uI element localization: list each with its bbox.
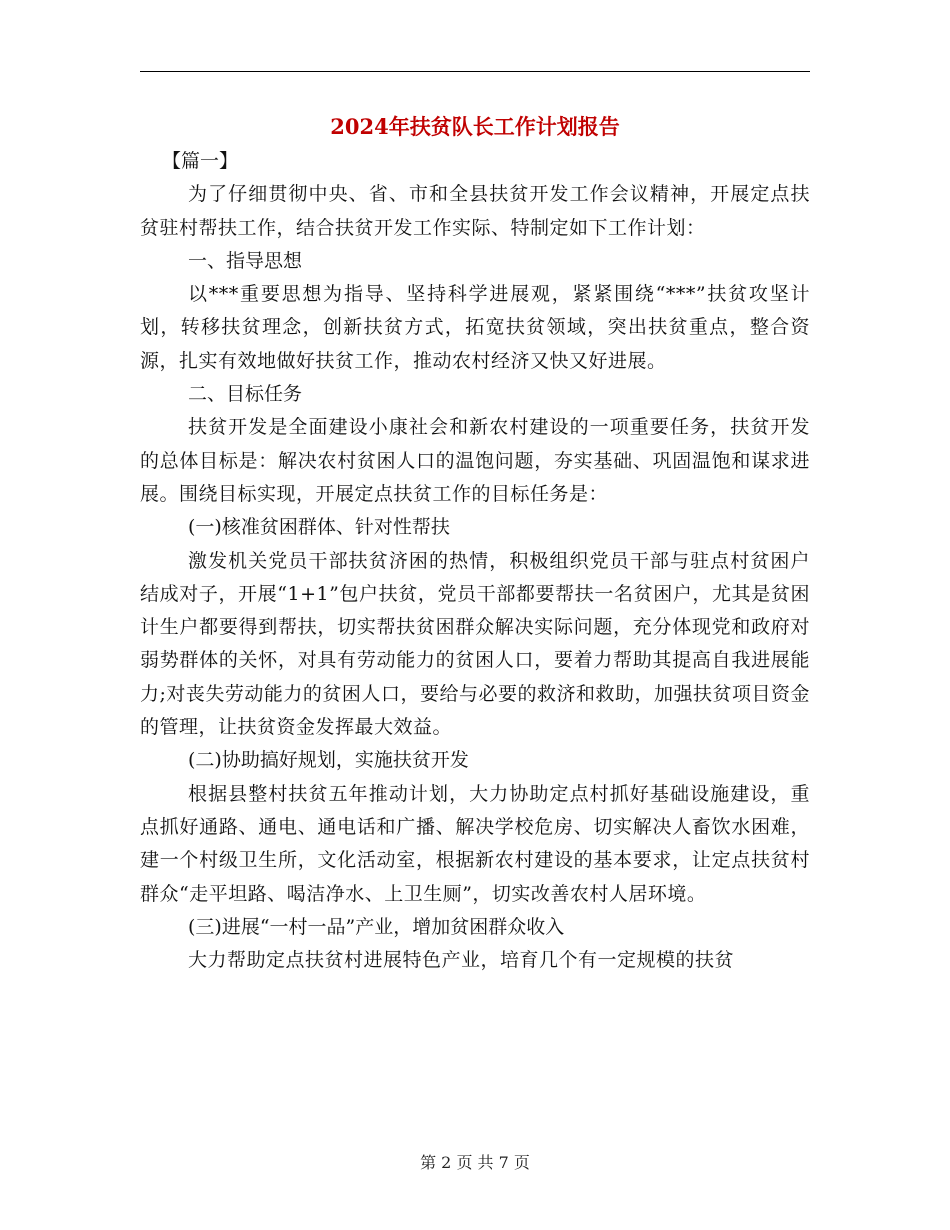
- heading-guiding-thought: 一、指导思想: [188, 249, 303, 272]
- page-number: 第 2 页 共 7 页: [420, 1153, 530, 1172]
- header-rule: [140, 71, 810, 72]
- subsection-2-paragraph: 根据县整村扶贫五年推动计划，大力协助定点村抓好基础设施建设，重点抓好通路、通电、通电话和广播、解决学校危房、切实解决人畜饮水困难，建一个村级卫生所，文化活动室，根据新农村建设的基本要求，让定点扶贫村群众“走平坦路、喝洁净水、上卫生厕”，切实改善农村人居环境。: [140, 782, 810, 905]
- section-label: 【篇一】: [162, 150, 239, 172]
- subheading-2: (二)协助搞好规划，实施扶贫开发: [188, 749, 469, 772]
- heading-goals-tasks: 二、目标任务: [188, 383, 303, 406]
- document-title: 2024年扶贫队长工作计划报告: [330, 114, 620, 139]
- subsection-3-paragraph: 大力帮助定点扶贫村进展特色产业，培育几个有一定规模的扶贫: [188, 949, 735, 972]
- guiding-thought-paragraph: 以***重要思想为指导、坚持科学进展观，紧紧围绕“***”扶贫攻坚计划，转移扶贫理念，创新扶贫方式，拓宽扶贫领域，突出扶贫重点，整合资源，扎实有效地做好扶贫工作，推动农村经济又快又好进展。: [140, 283, 810, 372]
- subheading-1: (一)核准贫困群体、针对性帮扶: [188, 516, 450, 539]
- subsection-1-paragraph: 激发机关党员干部扶贫济困的热情，积极组织党员干部与驻点村贫困户结成对子，开展“1+1”包户扶贫，党员干部都要帮扶一名贫困户，尤其是贫困计生户都要得到帮扶，切实帮扶贫困群众解决实际问题，充分体现党和政府对弱势群体的关怀，对具有劳动能力的贫困人口，要着力帮助其提高自我进展能力;对丧失劳动能力的贫困人口，要给与必要的救济和救助，加强扶贫项目资金的管理，让扶贫资金发挥最大效益。: [140, 549, 810, 739]
- subheading-3: (三)进展“一村一品”产业，增加贫困群众收入: [188, 915, 565, 938]
- goals-paragraph: 扶贫开发是全面建设小康社会和新农村建设的一项重要任务，扶贫开发的总体目标是：解决农村贫困人口的温饱问题，夯实基础、巩固温饱和谋求进展。围绕目标实现，开展定点扶贫工作的目标任务是：: [140, 416, 810, 505]
- intro-paragraph: 为了仔细贯彻中央、省、市和全县扶贫开发工作会议精神，开展定点扶贫驻村帮扶工作，结合扶贫开发工作实际、特制定如下工作计划：: [140, 183, 810, 239]
- document-body: [140, 145, 810, 977]
